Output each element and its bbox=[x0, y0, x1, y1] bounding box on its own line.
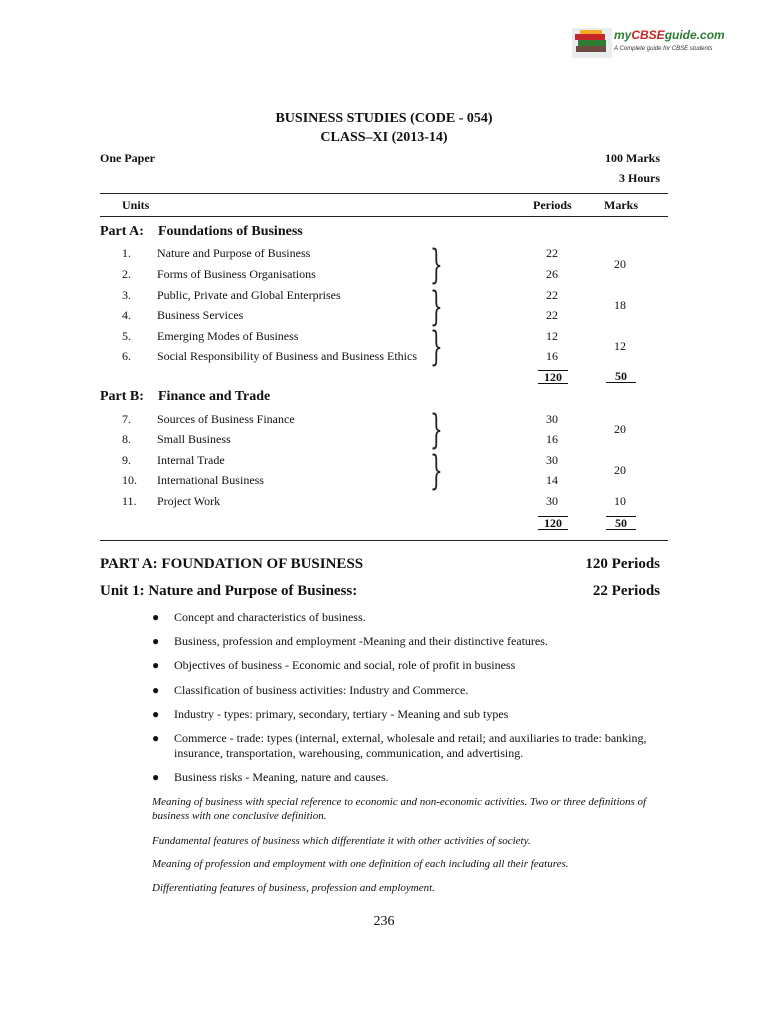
part-a-total-marks: 50 bbox=[606, 370, 636, 383]
group-marks: 12 bbox=[614, 339, 626, 353]
table-row: 8. Small Business 16 bbox=[122, 432, 558, 446]
group-marks: 20 bbox=[614, 463, 626, 477]
italic-note: Meaning of business with special reference to economic and non-economic activities. Two or three definitions of business with one conclusive definition. bbox=[152, 796, 647, 822]
table-row: 11. Project Work 30 bbox=[122, 494, 558, 508]
table-row: 3. Public, Private and Global Enterprises 22 bbox=[122, 288, 558, 302]
total-hours: 3 Hours bbox=[618, 171, 660, 185]
group-brace: } bbox=[430, 284, 443, 330]
part-b-total-periods: 120 bbox=[538, 516, 568, 530]
table-top-rule bbox=[100, 193, 668, 194]
table-row: 1. Nature and Purpose of Business 22 bbox=[122, 246, 558, 260]
total-marks: 100 Marks bbox=[605, 151, 660, 165]
group-marks: 20 bbox=[614, 422, 626, 436]
part-b-total-marks: 50 bbox=[606, 516, 636, 530]
group-brace: } bbox=[430, 448, 443, 494]
table-row: 7. Sources of Business Finance 30 bbox=[122, 412, 558, 426]
part-b-heading: Part B: Finance and Trade bbox=[100, 389, 271, 404]
group-marks: 18 bbox=[614, 298, 626, 312]
italic-note: Meaning of profession and employment with one definition of each including all their features. bbox=[152, 858, 569, 870]
col-units-header: Units bbox=[122, 198, 150, 212]
logo-tagline: A Complete guide for CBSE students bbox=[614, 46, 713, 52]
document-title: BUSINESS STUDIES (CODE - 054) bbox=[275, 111, 493, 126]
table-header-rule bbox=[100, 216, 668, 217]
paper-label: One Paper bbox=[100, 151, 155, 165]
table-row: 9. Internal Trade 30 bbox=[122, 453, 558, 467]
mycbseguide-logo bbox=[572, 26, 725, 60]
group-marks: 10 bbox=[614, 494, 626, 508]
table-row: 4. Business Services 22 bbox=[122, 308, 558, 322]
group-marks: 20 bbox=[614, 257, 626, 271]
logo-site-name: myCBSEguide.com bbox=[614, 28, 725, 42]
table-row: 10. International Business 14 bbox=[122, 473, 558, 487]
group-brace: } bbox=[430, 324, 443, 370]
part-a-total-periods: 120 bbox=[538, 370, 568, 384]
italic-note: Fundamental features of business which differentiate it with other activities of society. bbox=[152, 835, 531, 847]
table-bottom-rule bbox=[100, 540, 668, 541]
col-marks-header: Marks bbox=[604, 198, 638, 212]
table-row: 6. Social Responsibility of Business and Business Ethics 16 bbox=[122, 349, 558, 363]
page-number: 236 bbox=[373, 914, 395, 929]
document-subtitle: CLASS–XI (2013-14) bbox=[320, 130, 448, 145]
table-row: 5. Emerging Modes of Business 12 bbox=[122, 329, 558, 343]
part-a-heading: Part A: Foundations of Business bbox=[100, 224, 303, 239]
table-row: 2. Forms of Business Organisations 26 bbox=[122, 267, 558, 281]
italic-note: Differentiating features of business, profession and employment. bbox=[152, 882, 435, 894]
books-logo-icon bbox=[572, 28, 612, 58]
group-brace: } bbox=[430, 242, 443, 288]
group-brace: } bbox=[430, 407, 443, 453]
col-periods-header: Periods bbox=[533, 198, 572, 212]
